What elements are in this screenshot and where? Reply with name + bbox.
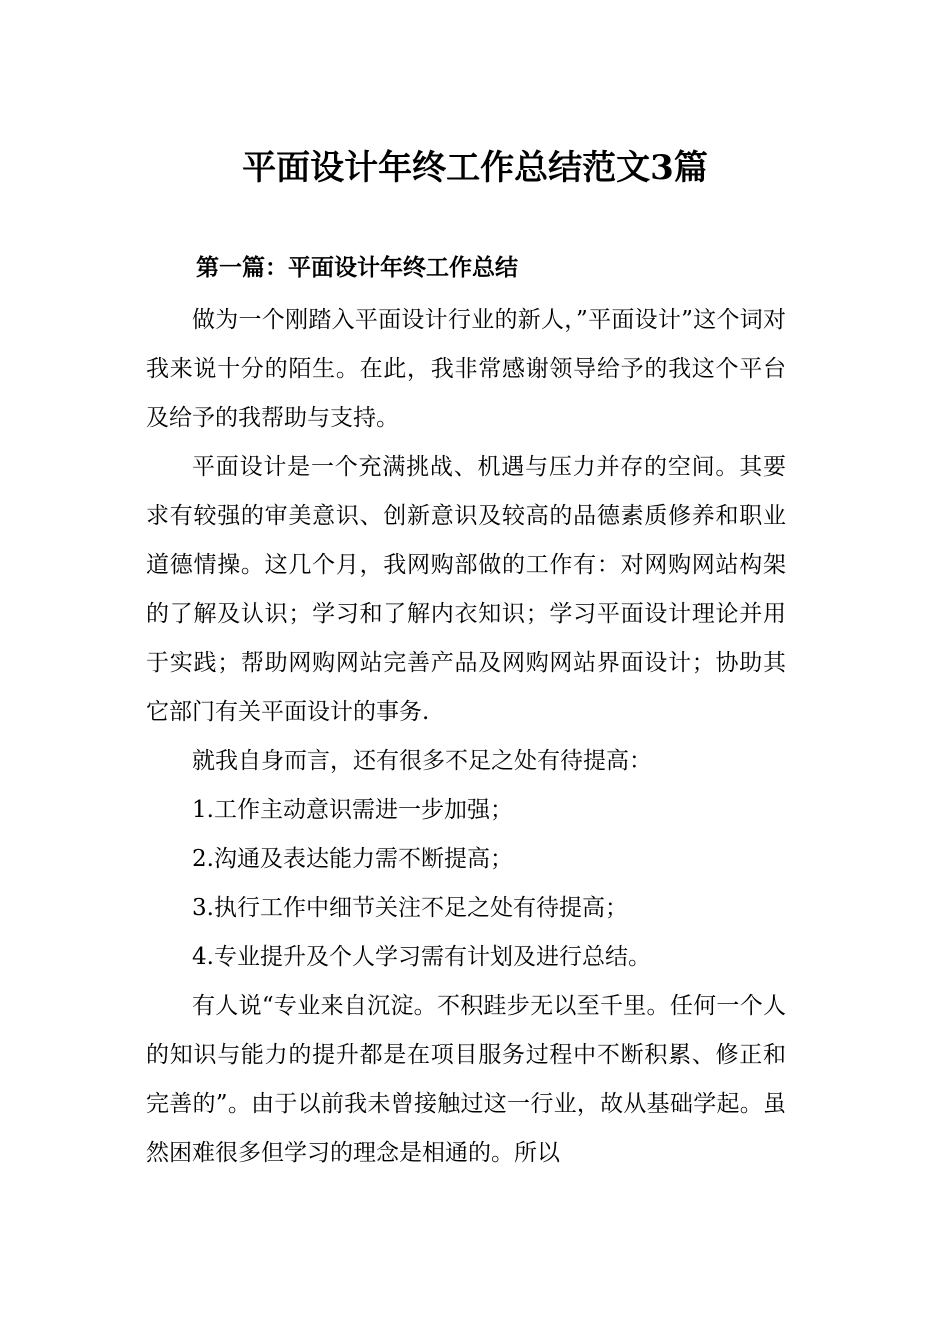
list-item-3: 3.执行工作中细节关注不足之处有待提高； [192,895,628,921]
paragraph-intro: 做为一个刚踏入平面设计行业的新人，”平面设计”这个词对我来说十分的陌生。在此，我非常感谢领导给予的我这个平台及给予的我帮助与支持。 [146,307,786,431]
paragraph-requirements: 平面设计是一个充满挑战、机遇与压力并存的空间。其要求有较强的审美意识、创新意识及较高的品德素质修养和职业道德情操。这几个月，我网购部做的工作有：对网购网站构架的了解及认识；学习和了解内衣知识；学习平面设计理论并用于实践；帮助网购网站完善产品及网购网站界面设计；协助其它部门有关平面设计的事务. [146,454,786,725]
paragraph-shortcomings-lead: 就我自身而言，还有很多不足之处有待提高： [192,748,652,774]
section-heading: 第一篇：平面设计年终工作总结 [196,254,518,281]
list-item-1: 1.工作主动意识需进一步加强； [192,797,513,823]
document-title: 平面设计年终工作总结范文3篇 [242,148,708,188]
paragraph-learning: 有人说“专业来自沉淀。不积跬步无以至千里。任何一个人的知识与能力的提升都是在项目服务过程中不断积累、修正和完善的”。由于以前我未曾接触过这一行业，故从基础学起。虽然困难很多但学习的理念是相通的。所以 [146,993,786,1166]
list-item-2: 2.沟通及表达能力需不断提高； [192,846,513,872]
document-body [146,296,786,1178]
list-item-4: 4.专业提升及个人学习需有计划及进行总结。 [192,944,651,970]
